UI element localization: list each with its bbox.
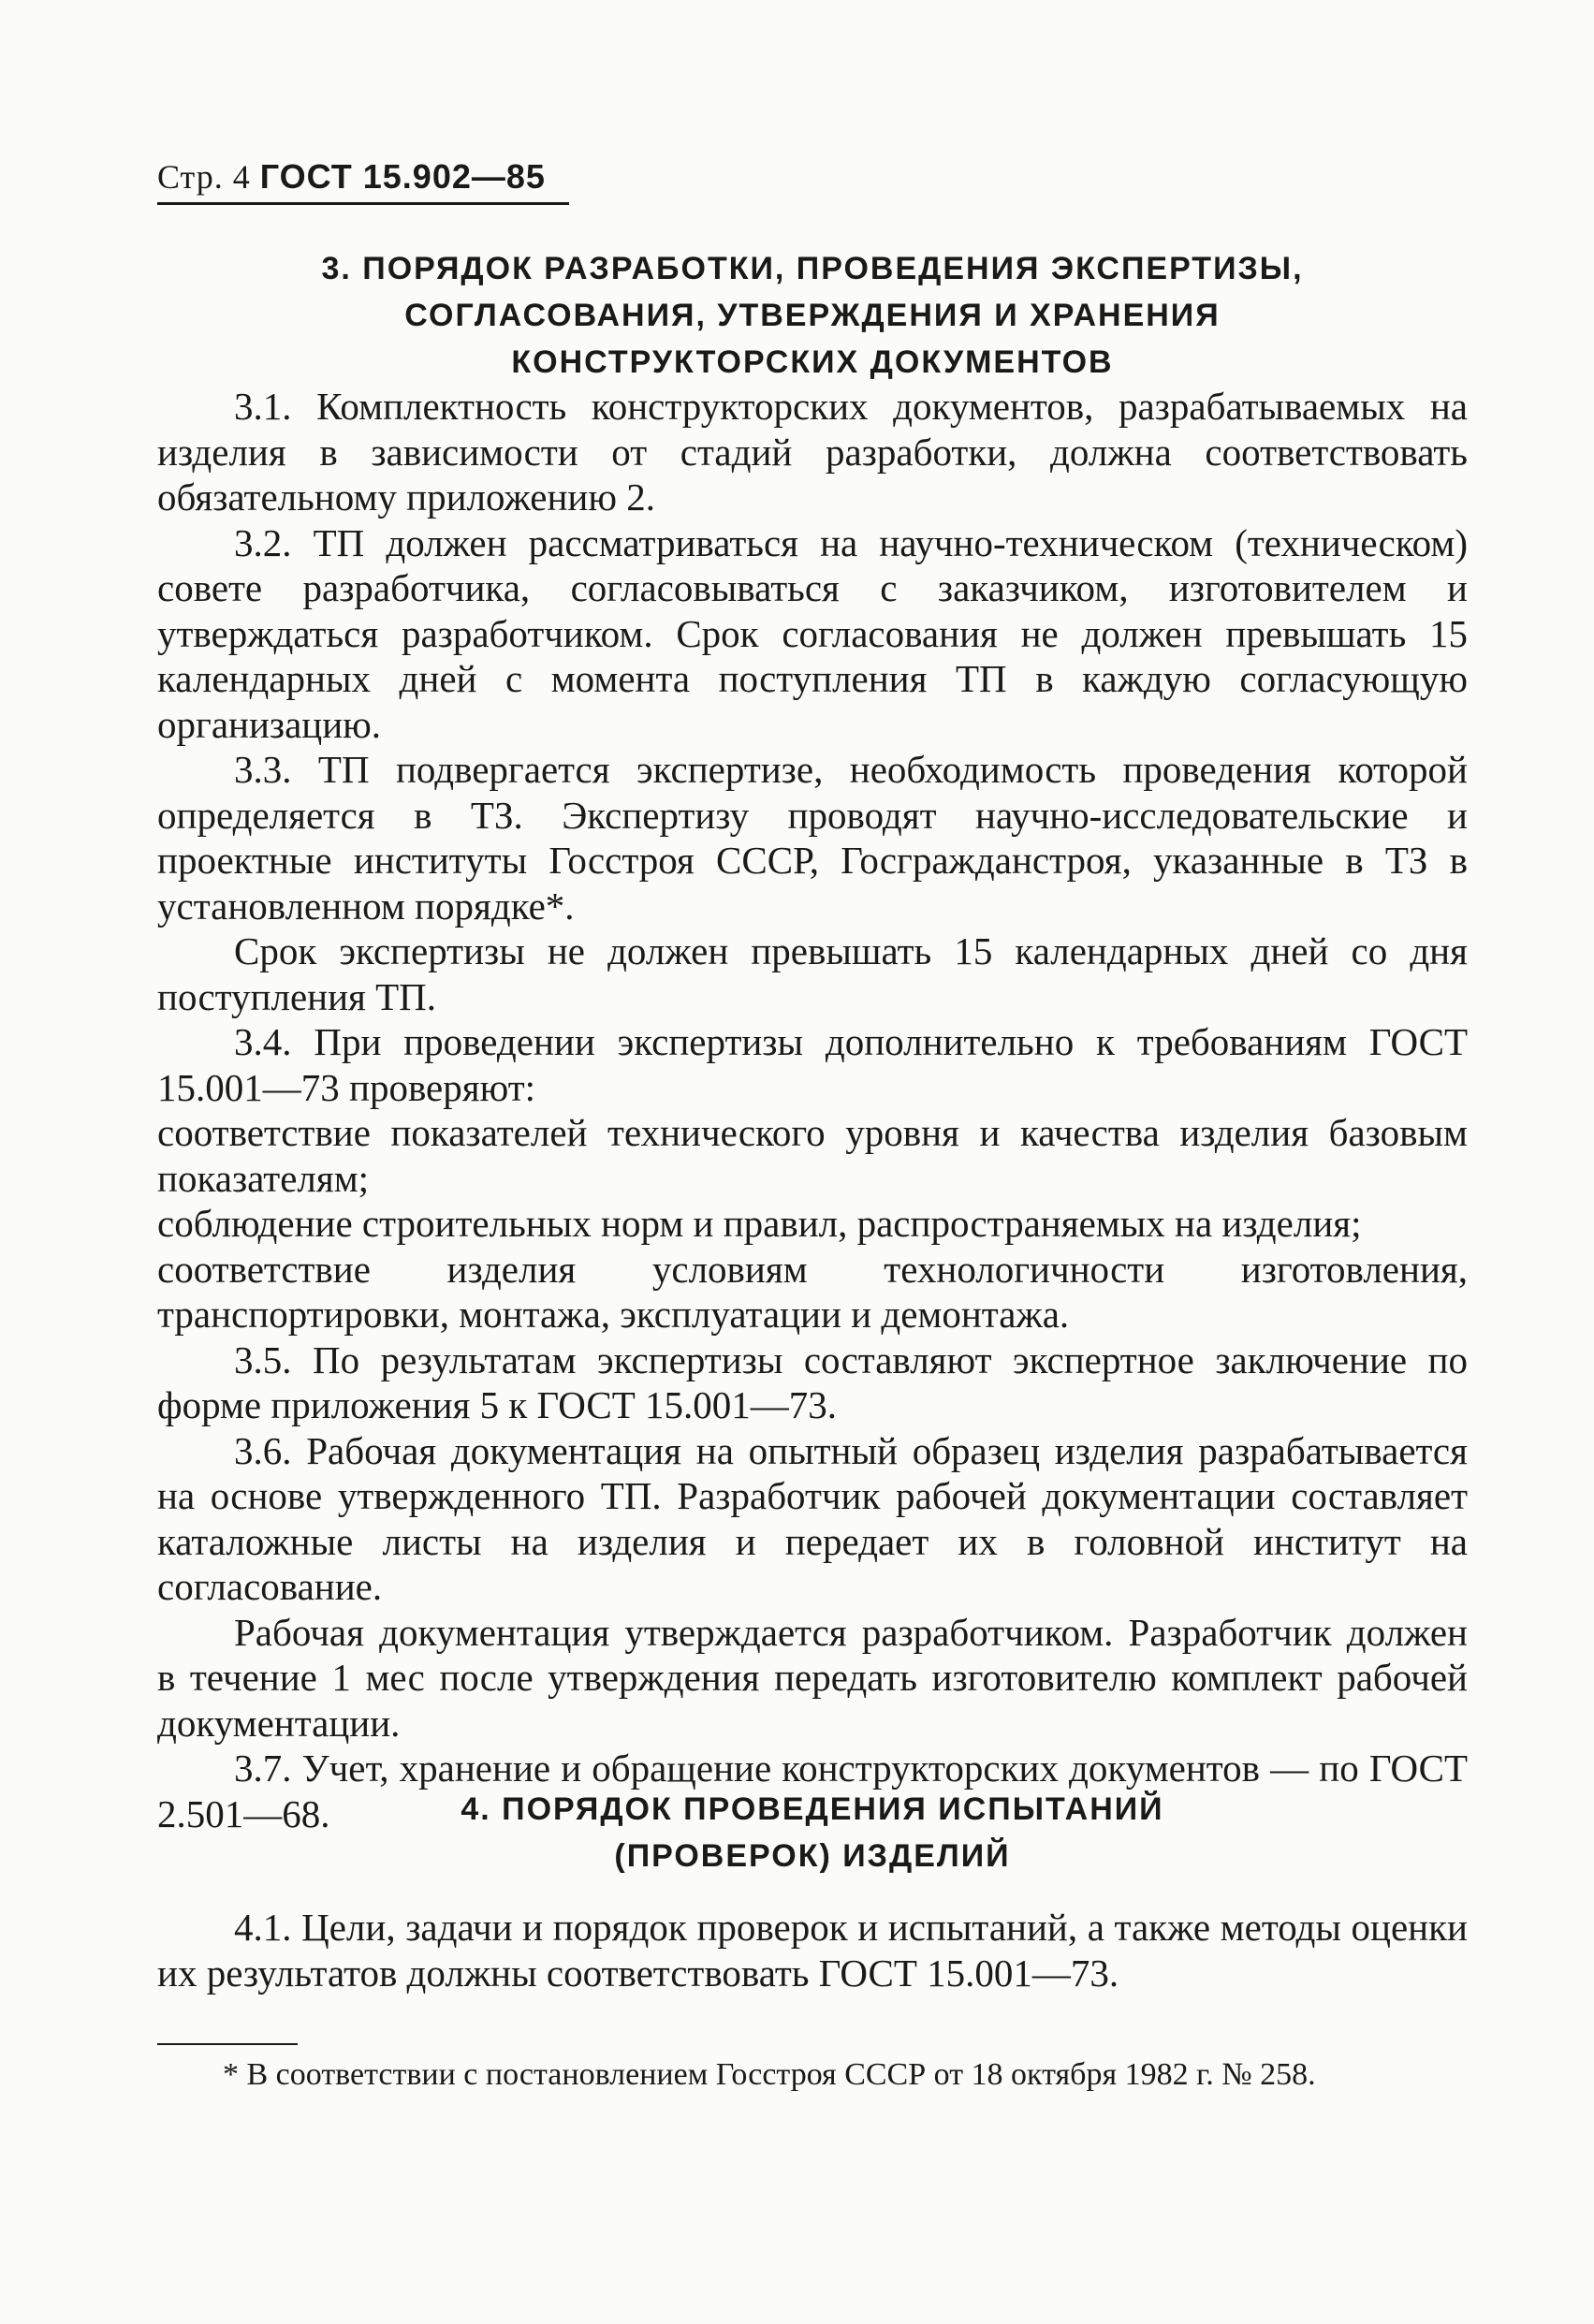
running-header xyxy=(157,157,569,197)
doc-code: ГОСТ 15.902—85 xyxy=(259,157,546,196)
paragraph-3-4: 3.4. При проведении экспертизы дополнительно к требованиям ГОСТ 15.001—73 проверяют: xyxy=(157,1020,1468,1109)
paragraph-3-6: 3.6. Рабочая документация на опытный образец изделия разрабатывается на основе утвержденного ТП. Разработчик рабочей документации составляет каталожные листы на изделия и передает их в головной институт на согласование. xyxy=(157,1428,1468,1608)
paragraph-3-2: 3.2. ТП должен рассматриваться на научно-техническом (техническом) совете разработчика, согласовываться с заказчиком, изготовителем и утверждаться разработчиком. Срок согласования не должен превышать 15 календарных дней с момента поступления ТП в каждую согласующую организацию. xyxy=(157,520,1468,746)
footnote xyxy=(157,2054,1468,2096)
section-3-heading xyxy=(157,245,1468,386)
paragraph-3-6-approval: Рабочая документация утверждается разработчиком. Разработчик должен в течение 1 мес после утверждения передать изготовителю комплект рабочей документации. xyxy=(157,1610,1468,1745)
check-item-2: соблюдение строительных норм и правил, распространяемых на изделия; xyxy=(157,1202,1362,1245)
footnote-rule xyxy=(157,2043,298,2045)
section-4-title-line-2: (ПРОВЕРОК) ИЗДЕЛИЙ xyxy=(614,1838,1011,1874)
paragraph-3-5: 3.5. По результатам экспертизы составляют экспертное заключение по форме приложения 5 к ГОСТ 15.001—73. xyxy=(157,1337,1468,1426)
check-item-3: соответствие изделия условиям технологичности изготовления, транспортировки, монтажа, эксплуатации и демонтажа. xyxy=(157,1247,1468,1336)
section-3-title-line-1: 3. ПОРЯДОК РАЗРАБОТКИ, ПРОВЕДЕНИЯ ЭКСПЕРТИЗЫ, xyxy=(321,251,1304,286)
paragraph-3-7: 3.7. Учет, хранение и обращение конструкторских документов — по ГОСТ 2.501—68. xyxy=(157,1747,1468,1835)
header-rule xyxy=(157,202,569,205)
paragraph-3-3-term: Срок экспертизы не должен превышать 15 календарных дней со дня поступления ТП. xyxy=(157,929,1468,1018)
section-3-title-line-3: КОНСТРУКТОРСКИХ ДОКУМЕНТОВ xyxy=(511,344,1114,380)
section-4-body xyxy=(157,1905,1468,1995)
check-item-1: соответствие показателей технического уровня и качества изделия базовым показателям; xyxy=(157,1111,1468,1200)
section-4-heading xyxy=(157,1786,1468,1879)
footnote-text: * В соответствии с постановлением Госстроя СССР от 18 октября 1982 г. № 258. xyxy=(223,2057,1316,2092)
paragraph-4-1: 4.1. Цели, задачи и порядок проверок и испытаний, а также методы оценки их результатов должны соответствовать ГОСТ 15.001—73. xyxy=(157,1906,1468,1995)
paragraph-3-3: 3.3. ТП подвергается экспертизе, необходимость проведения которой определяется в ТЗ. Экспертизу проводят научно-исследовательские и проектные институты Госстроя СССР, Госгражданстроя, указанные в ТЗ в установленном порядке*. xyxy=(157,748,1468,928)
paragraph-3-1: 3.1. Комплектность конструкторских документов, разрабатываемых на изделия в зависимости от стадий разработки, должна соответствовать обязательному приложению 2. xyxy=(157,385,1468,519)
section-3-title-line-2: СОГЛАСОВАНИЯ, УТВЕРЖДЕНИЯ И ХРАНЕНИЯ xyxy=(404,298,1221,333)
page-label: Стр. 4 xyxy=(157,158,251,196)
section-3-body xyxy=(157,384,1468,1836)
section-4-title-line-1: 4. ПОРЯДОК ПРОВЕДЕНИЯ ИСПЫТАНИЙ xyxy=(461,1791,1164,1827)
